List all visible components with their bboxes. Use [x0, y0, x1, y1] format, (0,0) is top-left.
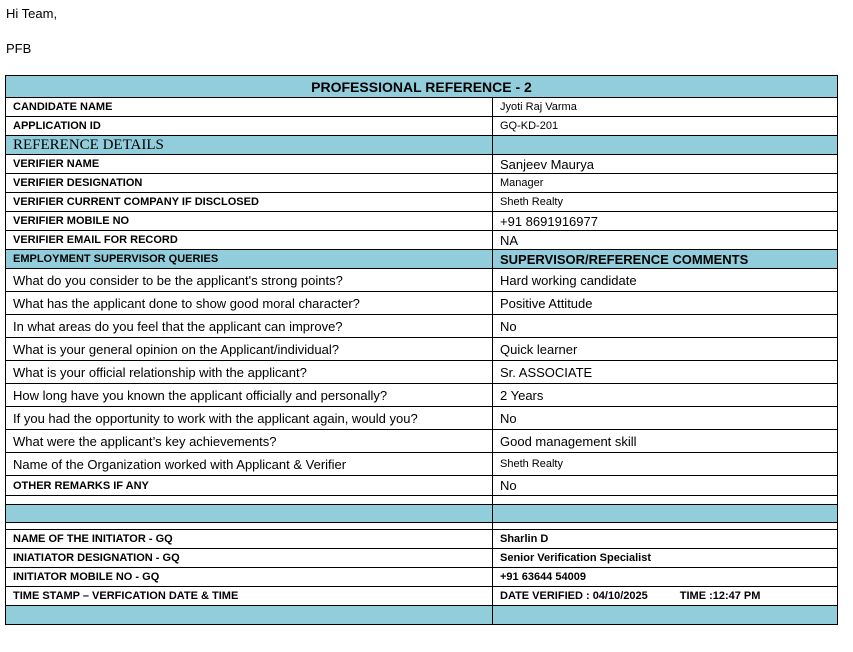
separator-band: [6, 505, 838, 523]
candidate-name-value: Jyoti Raj Varma: [493, 98, 838, 117]
question-row: [6, 453, 838, 476]
answer-text: No: [493, 407, 838, 430]
initiator-name-value: Sharlin D: [493, 530, 838, 549]
reference-details-row: [6, 136, 838, 155]
application-id-row: [6, 117, 838, 136]
professional-reference-table: [5, 75, 838, 625]
question-row: [6, 361, 838, 384]
answer-text: No: [493, 315, 838, 338]
other-remarks-label: OTHER REMARKS IF ANY: [6, 476, 493, 496]
question-row: [6, 269, 838, 292]
verifier-email-row: [6, 231, 838, 250]
initiator-name-row: [6, 530, 838, 549]
question-row: [6, 430, 838, 453]
time-verified: TIME :12:47 PM: [679, 590, 761, 602]
verifier-mobile-label: VERIFIER MOBILE NO: [6, 212, 493, 231]
other-remarks-value: No: [493, 476, 838, 496]
initiator-designation-label: INIATIATOR DESIGNATION - GQ: [6, 549, 493, 568]
application-id-label: APPLICATION ID: [6, 117, 493, 136]
verifier-email-value: NA: [493, 231, 838, 250]
application-id-value: GQ-KD-201: [493, 117, 838, 136]
answer-text: Sr. ASSOCIATE: [493, 361, 838, 384]
verifier-company-row: [6, 193, 838, 212]
initiator-designation-row: [6, 549, 838, 568]
table-title-row: [6, 76, 838, 98]
other-remarks-row: [6, 476, 838, 496]
answer-text: 2 Years: [493, 384, 838, 407]
reference-details-header: REFERENCE DETAILS: [6, 136, 493, 155]
timestamp-row: [6, 587, 838, 606]
verifier-designation-label: VERIFIER DESIGNATION: [6, 174, 493, 193]
verifier-company-label: VERIFIER CURRENT COMPANY IF DISCLOSED: [6, 193, 493, 212]
question-row: [6, 292, 838, 315]
spacer-row: [6, 523, 838, 530]
question-row: [6, 338, 838, 361]
initiator-mobile-value: +91 63644 54009: [493, 568, 838, 587]
initiator-mobile-row: [6, 568, 838, 587]
comments-header: SUPERVISOR/REFERENCE COMMENTS: [493, 250, 838, 269]
candidate-name-label: CANDIDATE NAME: [6, 98, 493, 117]
question-text: What is your official relationship with the applicant?: [6, 361, 493, 384]
verifier-company-value: Sheth Realty: [493, 193, 838, 212]
pfb-text: PFB: [6, 41, 32, 56]
date-verified: DATE VERIFIED : 04/10/2025: [500, 590, 648, 602]
question-text: Name of the Organization worked with Applicant & Verifier: [6, 453, 493, 476]
queries-header-row: [6, 250, 838, 269]
initiator-mobile-label: INITIATOR MOBILE NO - GQ: [6, 568, 493, 587]
question-text: How long have you known the applicant officially and personally?: [6, 384, 493, 407]
question-row: [6, 315, 838, 338]
verifier-mobile-row: [6, 212, 838, 231]
answer-text: Positive Attitude: [493, 292, 838, 315]
timestamp-value: [493, 587, 838, 606]
question-text: In what areas do you feel that the applicant can improve?: [6, 315, 493, 338]
answer-text: Good management skill: [493, 430, 838, 453]
answer-text: Sheth Realty: [493, 453, 838, 476]
question-row: [6, 384, 838, 407]
verifier-name-value: Sanjeev Maurya: [493, 155, 838, 174]
initiator-name-label: NAME OF THE INITIATOR - GQ: [6, 530, 493, 549]
question-text: What has the applicant done to show good moral character?: [6, 292, 493, 315]
question-text: What is your general opinion on the Applicant/individual?: [6, 338, 493, 361]
greeting-text: Hi Team,: [6, 6, 58, 21]
question-text: If you had the opportunity to work with the applicant again, would you?: [6, 407, 493, 430]
table-title: PROFESSIONAL REFERENCE - 2: [6, 76, 838, 98]
verifier-name-label: VERIFIER NAME: [6, 155, 493, 174]
verifier-mobile-value: +91 8691916977: [493, 212, 838, 231]
verifier-designation-value: Manager: [493, 174, 838, 193]
verifier-designation-row: [6, 174, 838, 193]
blank-row: [6, 496, 838, 505]
candidate-name-row: [6, 98, 838, 117]
question-text: What do you consider to be the applicant's strong points?: [6, 269, 493, 292]
bottom-band: [6, 606, 838, 625]
timestamp-label: TIME STAMP – VERFICATION DATE & TIME: [6, 587, 493, 606]
verifier-email-label: VERIFIER EMAIL FOR RECORD: [6, 231, 493, 250]
reference-details-empty: [493, 136, 838, 155]
answer-text: Hard working candidate: [493, 269, 838, 292]
initiator-designation-value: Senior Verification Specialist: [493, 549, 838, 568]
question-text: What were the applicant’s key achievements?: [6, 430, 493, 453]
answer-text: Quick learner: [493, 338, 838, 361]
question-row: [6, 407, 838, 430]
verifier-name-row: [6, 155, 838, 174]
queries-header: EMPLOYMENT SUPERVISOR QUERIES: [6, 250, 493, 269]
